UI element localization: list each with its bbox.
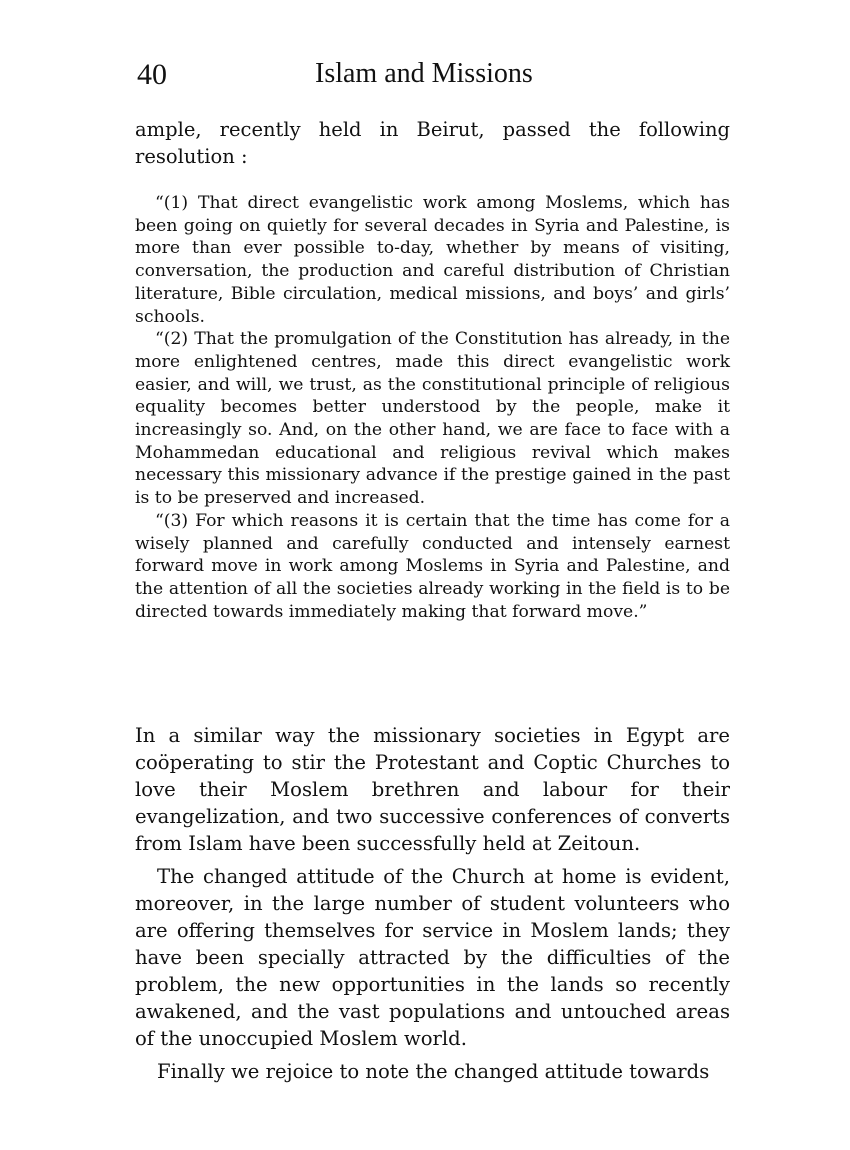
main-text [135,722,730,1085]
intro-text: ample, recently held in Beirut, passed the following resolution : [135,118,730,168]
intro-paragraph [135,116,730,170]
resolution-item-2: “(2) That the promulgation of the Constitution has already, in the more enlightened centres, made this direct evangelistic work easier, and will, we trust, as the constitutional principle of religious equality becomes better understood by the people, make it increasingly so. And, on the other hand, we are face to face with a Mohammedan educational and religious revival which makes necessary this missionary advance if the prestige gained in the past is to be preserved and increased. [135,329,730,509]
page-header [137,58,727,98]
paragraph-student-volunteers: The changed attitude of the Church at home is evident, moreover, in the large number of student volunteers who are offering themselves for service in Moslem lands; they have been specially attracted by the difficulties of the problem, the new opportunities in the lands so recently awakened, and the vast populations and untouched areas of the unoccupied Moslem world. [135,865,730,1050]
resolution-item-1: “(1) That direct evangelistic work among Moslems, which has been going on quietly for several decades in Syria and Palestine, is more than ever possible to-day, whether by means of visiting, conversation, the production and careful distribution of Christian literature, Bible circulation, medical missions, and boys’ and girls’ schools. [135,193,730,327]
resolution-quote [135,192,730,623]
paragraph-finally: Finally we rejoice to note the changed attitude towards [157,1060,710,1083]
paragraph-egypt: In a similar way the missionary societies in Egypt are coöperating to stir the Protestant and Coptic Churches to love their Moslem brethren and labour for their evangelization, and two successive conferences of converts from Islam have been successfully held at Zeitoun. [135,724,730,855]
page-number: 40 [137,58,167,91]
running-title: Islam and Missions [315,58,533,89]
resolution-item-3: “(3) For which reasons it is certain that the time has come for a wisely planned and carefully conducted and intensely earnest forward move in work among Moslems in Syria and Palestine, and the attention of all the societies already working in the field is to be directed towards immediately making that forward move.” [135,510,730,622]
